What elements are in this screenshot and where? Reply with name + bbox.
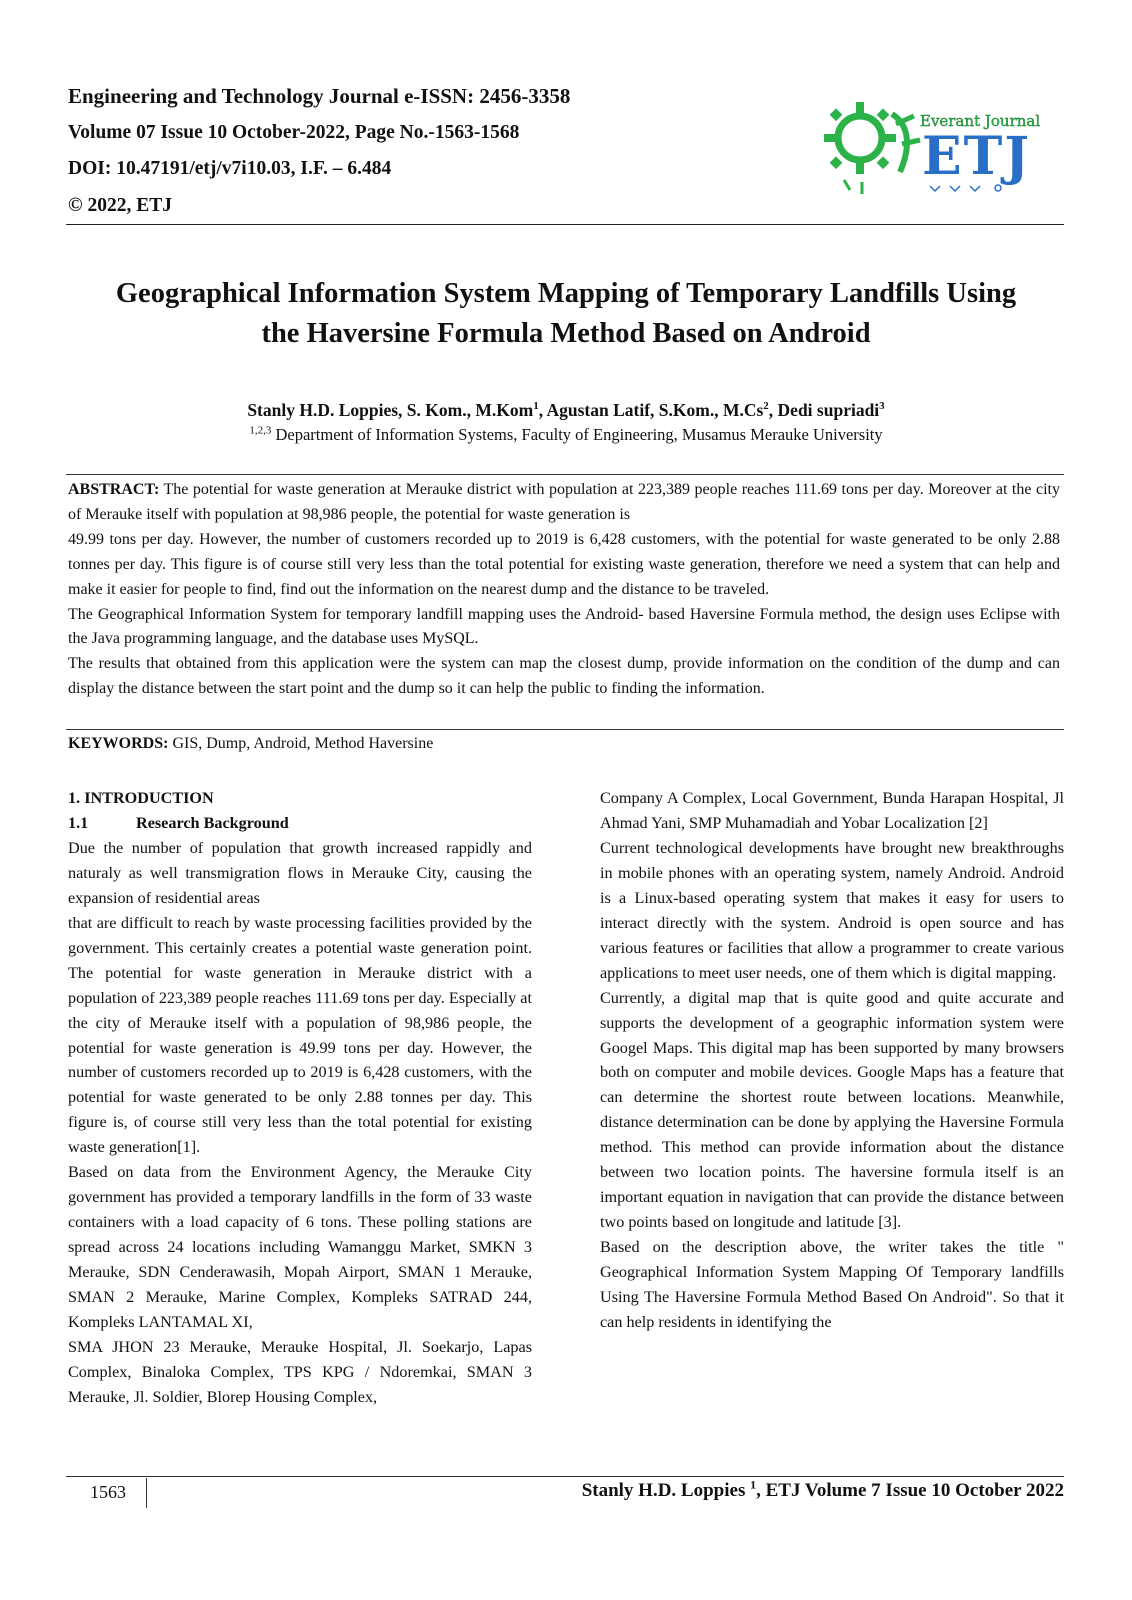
subsection-number: 1.1 [68,813,89,832]
keywords-label: KEYWORDS: [68,735,169,752]
intro-right-paragraph-1: Company A Complex, Local Government, Bunda Harapan Hospital, Jl Ahmad Yani, SMP Muhamadiah and Yobar Localization [2] [600,789,1064,832]
author-3-affil: 3 [879,400,885,413]
journal-header [68,78,828,224]
abstract-paragraph-1 [68,478,1060,528]
keywords [68,732,1060,756]
author-1-affil: 1 [533,400,539,413]
logo-everant-journal: Everant Journal [920,112,1040,130]
right-column [600,786,1064,1335]
journal-copyright: © 2022, ETJ [68,194,172,216]
footer-citation [581,1477,1064,1502]
abstract-label: ABSTRACT: [68,481,160,498]
abstract-paragraph-4: The results that obtained from this application were the system can map the closest dump, provide information on the condition of the dump and can display the distance between the start point and the dump so it can help the public to finding the information. [68,655,1060,698]
abstract-top-rule [66,474,1064,475]
intro-left-paragraph-3: Based on data from the Environment Agency, the Merauke City government has provided a temporary landfills in the form of 33 waste containers with a load capacity of 6 tons. These polling stations are spread across 24 locations including Wamanggu Market, SMKN 3 Merauke, SDN Cenderawasih, Mopah Airport, SMAN 1 Merauke, SMAN 2 Merauke, Marine Complex, Kompleks SATRAD 244, Kompleks LANTAMAL XI, [68,1163,532,1332]
footer-author: Stanly H.D. Loppies [581,1480,751,1501]
title-line-1: Geographical Information System Mapping of Temporary Landfills Using [115,278,1017,309]
intro-right-paragraph-3: Currently, a digital map that is quite good and quite accurate and supports the development of a geographic information system were Googel Maps. This digital map has been supported by many browsers both on computer and mobile devices. Google Maps has a feature that can determine the shortest route between locations. Meanwhile, distance determination can be done by applying the Haversine Formula method. This method can provide information about the distance between two location points. The haversine formula itself is an important equation in navigation that can provide the distance between two points based on longitude and latitude [3]. [600,988,1064,1232]
abstract-text-1: The potential for waste generation at Merauke district with population at 223,389 people reaches 111.69 tons per day. Moreover at the city of Merauke itself with population at 98,986 people, the potential for waste generation is [68,481,1060,523]
footer-author-affil: 1 [750,1477,757,1492]
footer-separator [146,1478,147,1508]
abstract-bottom-rule [66,729,1064,730]
affiliation [40,423,1092,447]
title-line-2: the Haversine Formula Method Based on Android [261,318,871,349]
etj-logo [822,94,1040,200]
intro-left-paragraph-4: SMA JHON 23 Merauke, Merauke Hospital, Jl. Soekarjo, Lapas Complex, Binaloka Complex, TPS KPG / Ndoremkai, SMAN 3 Merauke, Jl. Soldier, Blorep Housing Complex, [68,1337,532,1406]
subsection-title: Research Background [136,813,289,832]
paper-title [40,274,1092,354]
journal-volume-pages: Volume 07 Issue 10 October-2022, Page No.-1563-1568 [68,121,520,143]
journal-doi: DOI: 10.47191/etj/v7i10.03, I.F. – 6.484 [68,158,392,179]
author-1: Stanly H.D. Loppies, S. Kom., M.Kom [247,400,534,420]
author-3: , Dedi supriadi [768,400,880,420]
logo-emblem-icon [824,102,920,194]
journal-name-issn: Engineering and Technology Journal e-ISSN: 2456-3358 [68,84,571,108]
author-list [40,398,1092,422]
logo-etj: ETJ [922,126,1031,187]
intro-right-paragraph-4: Based on the description above, the writer takes the title " Geographical Information System Mapping Of Temporary landfills Using The Haversine Formula Method Based On Android". So that it can help residents in identifying the [600,1238,1064,1332]
author-2-affil: 2 [763,400,769,413]
abstract [68,478,1060,702]
header-divider [66,224,1064,225]
abstract-paragraph-3: The Geographical Information System for temporary landfill mapping uses the Android- based Haversine Formula method, the design uses Eclipse with the Java programming language, and the database uses MySQL. [68,605,1060,648]
footer-journal-issue: , ETJ Volume 7 Issue 10 October 2022 [756,1480,1064,1501]
left-column [68,786,532,1410]
subsection-heading [68,811,532,836]
intro-left-paragraph-1: Due the number of population that growth increased rappidly and naturaly as well transmigration flows in Merauke City, causing the expansion of residential areas [68,838,532,907]
author-2: , Agustan Latif, S.Kom., M.Cs [538,400,764,420]
affiliation-marks: 1,2,3 [249,424,272,437]
section-heading: 1. INTRODUCTION [68,789,214,807]
intro-left-paragraph-2: that are difficult to reach by waste processing facilities provided by the government. This certainly creates a potential waste generation point. The potential for waste generation in Merauke district with a population of 223,389 people reaches 111.69 tons per day. Especially at the city of Merauke itself with a population of 98,986 people, the potential for waste generation is 49.99 tons per day. However, the number of customers recorded up to 2019 is 6,428 customers, with the potential for waste generated to be only 2.88 tonnes per day. This figure is, of course still very less than the total potential for existing waste generation[1]. [68,913,532,1157]
keywords-text: GIS, Dump, Android, Method Haversine [168,735,434,752]
abstract-paragraph-2: 49.99 tons per day. However, the number of customers recorded up to 2019 is 6,428 customers, with the potential for waste generated to be only 2.88 tonnes per day. This figure is of course still very less than the total potential for existing waste generation, therefore we need a system that can help and make it easier for people to find, find out the information on the nearest dump and the distance to be traveled. [68,530,1060,598]
page-number: 1563 [90,1482,126,1502]
affiliation-text: Department of Information Systems, Faculty of Engineering, Musamus Merauke University [271,425,883,444]
intro-right-paragraph-2: Current technological developments have brought new breakthroughs in mobile phones with an operating system, namely Android. Android is a Linux-based operating system that makes it easy for users to interact directly with the system. Android is open source and has various features or facilities that allow a programmer to create various applications to meet user needs, one of them which is digital mapping. [600,838,1064,982]
footer-rule [66,1476,1064,1477]
